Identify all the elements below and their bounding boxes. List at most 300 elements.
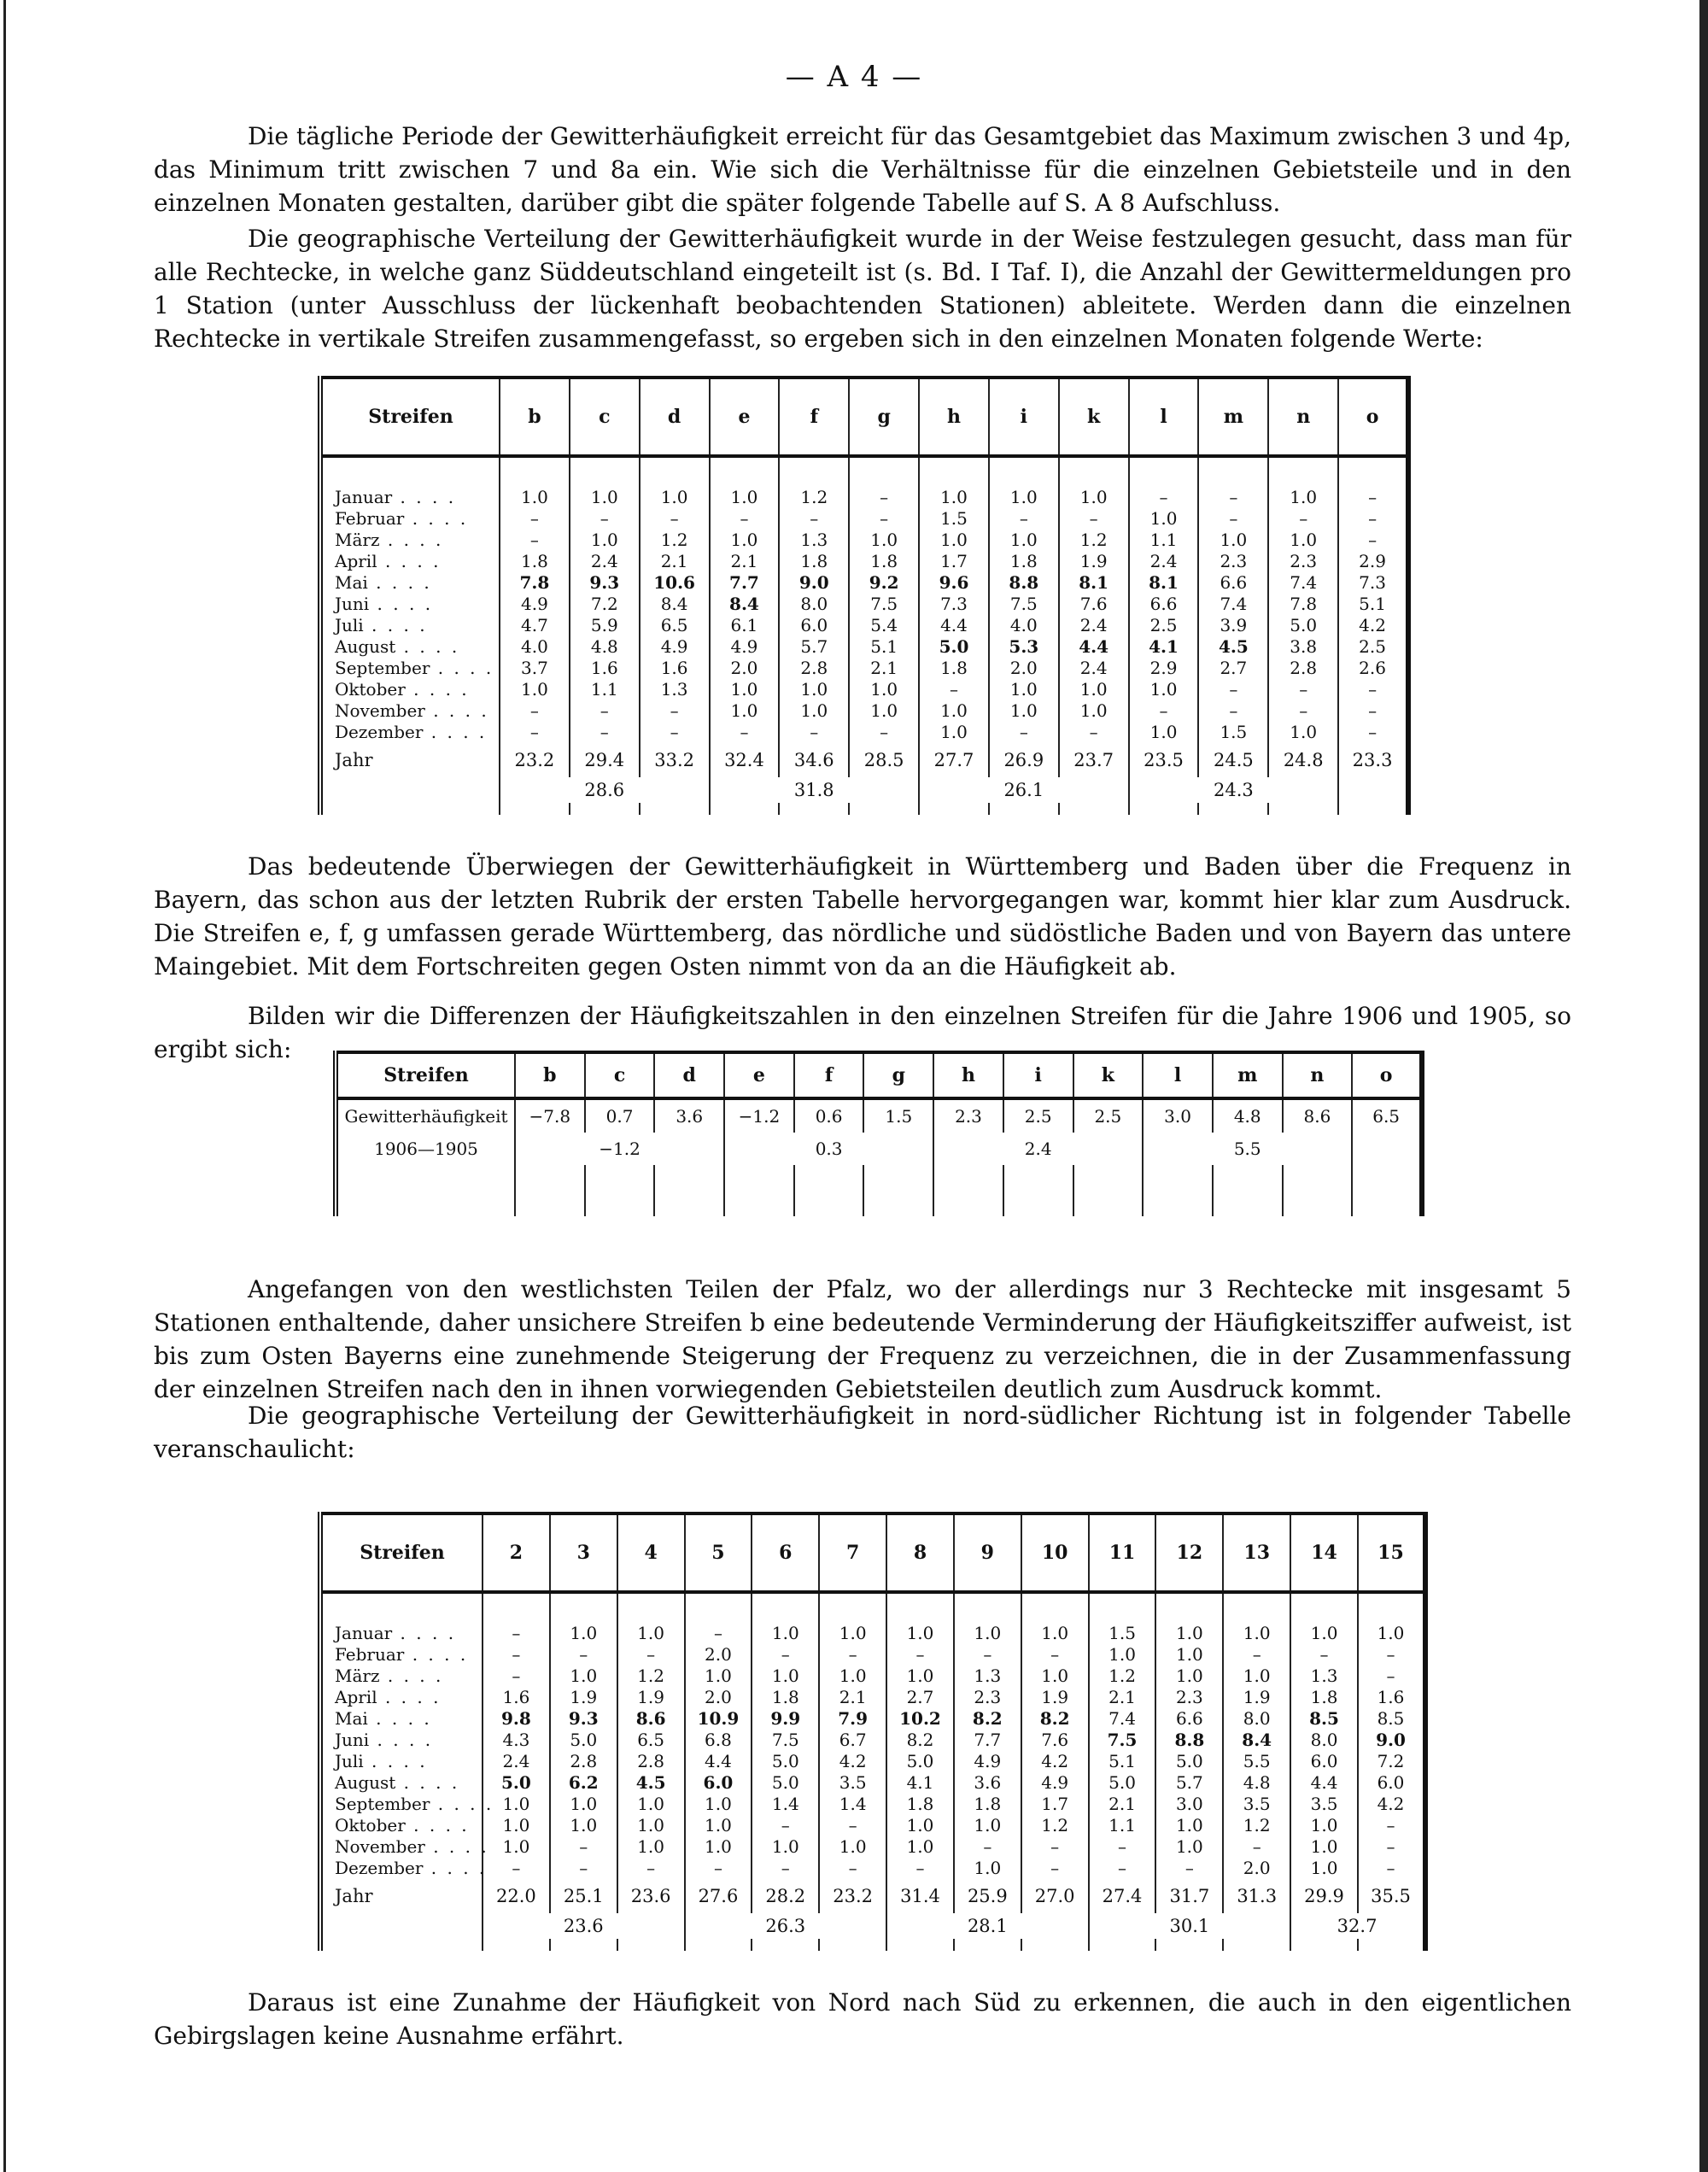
table2-tail-row bbox=[336, 1165, 1422, 1216]
table3-cell: 1.0 bbox=[752, 1836, 819, 1858]
table1-cell: – bbox=[1059, 722, 1129, 743]
table1-cell: 1.0 bbox=[1268, 487, 1338, 508]
table1-cell: 2.4 bbox=[1129, 551, 1199, 572]
table3-cell: – bbox=[1358, 1815, 1425, 1836]
table1-cell: 1.0 bbox=[500, 487, 570, 508]
table1-tail-cell bbox=[989, 803, 1059, 815]
table3-cell: 6.2 bbox=[550, 1772, 617, 1794]
table3-row-label bbox=[320, 1708, 483, 1730]
table3-cell: 9.0 bbox=[1358, 1730, 1425, 1751]
table1-row-label bbox=[320, 508, 500, 530]
table3-cell: 2.8 bbox=[617, 1751, 685, 1772]
table3-cell: 1.0 bbox=[483, 1815, 550, 1836]
table1-cell: 1.5 bbox=[919, 508, 989, 530]
leader-dots: . . . . bbox=[392, 487, 457, 507]
table3-cell: 1.0 bbox=[617, 1623, 685, 1644]
table3-cell: – bbox=[1223, 1836, 1290, 1858]
table3-cell: 8.2 bbox=[886, 1730, 954, 1751]
table3-tail-row bbox=[320, 1939, 1425, 1951]
table3-cell: – bbox=[483, 1666, 550, 1687]
table1-cell: – bbox=[1268, 700, 1338, 722]
table3-cell: 1.8 bbox=[752, 1687, 819, 1708]
table2-diff-value: 0.7 bbox=[585, 1098, 655, 1133]
table3-row-label bbox=[320, 1666, 483, 1687]
table3-cell: 7.6 bbox=[1021, 1730, 1089, 1751]
table1 bbox=[318, 376, 1411, 815]
table3-tail-cell bbox=[954, 1939, 1021, 1951]
table1-cell: 2.9 bbox=[1338, 551, 1408, 572]
table3-year-label: Jahr bbox=[320, 1879, 483, 1913]
table1-year-total: 32.4 bbox=[710, 743, 780, 777]
table1-month-label: Januar bbox=[335, 487, 393, 507]
table3-cell: 8.2 bbox=[1021, 1708, 1089, 1730]
table1-cell: – bbox=[849, 508, 919, 530]
table3-cell: 1.0 bbox=[954, 1815, 1021, 1836]
table1-cell: 7.8 bbox=[500, 572, 570, 594]
table2-tail-cell bbox=[585, 1165, 655, 1216]
table2-tail-cell bbox=[863, 1165, 933, 1216]
table3-cell: – bbox=[954, 1644, 1021, 1666]
table1-year-total: 28.5 bbox=[849, 743, 919, 777]
table1-cell: 1.0 bbox=[1059, 700, 1129, 722]
table-row bbox=[320, 1836, 1425, 1858]
leader-dots: . . . . bbox=[392, 1623, 457, 1643]
table1-year-total: 23.3 bbox=[1338, 743, 1408, 777]
table1-cell: – bbox=[989, 722, 1059, 743]
table3-cell: – bbox=[1155, 1858, 1223, 1879]
table1-cell: 1.5 bbox=[1198, 722, 1268, 743]
leader-dots: . . . . bbox=[423, 1858, 488, 1878]
table3-spacer-cell bbox=[1089, 1592, 1156, 1623]
table1-spacer-cell bbox=[989, 456, 1059, 487]
table3-month-label: August bbox=[335, 1772, 396, 1793]
table1-group-mean: 28.6 bbox=[500, 777, 710, 803]
table1-spacer-cell bbox=[1198, 456, 1268, 487]
table3-cell: 4.2 bbox=[819, 1751, 886, 1772]
table1-cell: 5.9 bbox=[570, 615, 640, 636]
table1-cell: 2.1 bbox=[640, 551, 710, 572]
table1-cell: 7.5 bbox=[849, 594, 919, 615]
table3-cell: 7.2 bbox=[1358, 1751, 1425, 1772]
leader-dots: . . . . bbox=[363, 615, 428, 635]
table3-cell: 6.0 bbox=[1290, 1751, 1358, 1772]
table3-cell: 1.5 bbox=[1089, 1623, 1156, 1644]
table3-row-label bbox=[320, 1751, 483, 1772]
table1-cell: 1.0 bbox=[640, 487, 710, 508]
table1-cell: 1.3 bbox=[779, 530, 849, 551]
table3-month-label: Juni bbox=[335, 1730, 370, 1750]
table-row bbox=[320, 551, 1408, 572]
table1-cell: 2.6 bbox=[1338, 658, 1408, 679]
table1-row-label bbox=[320, 615, 500, 636]
table1-cell: 1.0 bbox=[570, 530, 640, 551]
table3-row-label bbox=[320, 1687, 483, 1708]
table3-month-label: April bbox=[335, 1687, 377, 1707]
table1-cell: 2.8 bbox=[779, 658, 849, 679]
table3-tail-cell bbox=[550, 1939, 617, 1951]
table1-cell: – bbox=[500, 722, 570, 743]
table1-col-header-n: n bbox=[1268, 378, 1338, 456]
table3-cell: – bbox=[483, 1623, 550, 1644]
table1-cell: 2.4 bbox=[570, 551, 640, 572]
table3-group-mean: 23.6 bbox=[483, 1913, 685, 1939]
table3-cell: 2.0 bbox=[1223, 1858, 1290, 1879]
table-row bbox=[320, 487, 1408, 508]
table1-cell: 4.4 bbox=[919, 615, 989, 636]
table1-cell: – bbox=[640, 700, 710, 722]
table1-col-header-h: h bbox=[919, 378, 989, 456]
table2-group-mean: 0.3 bbox=[724, 1133, 933, 1165]
table3-cell: – bbox=[550, 1858, 617, 1879]
table3-cell: 1.0 bbox=[1155, 1815, 1223, 1836]
table-row bbox=[320, 722, 1408, 743]
table2-col-header-h: h bbox=[933, 1052, 1003, 1098]
table1-group-mean: 31.8 bbox=[710, 777, 920, 803]
table3-tail-cell bbox=[483, 1939, 550, 1951]
table2-col-header-l: l bbox=[1143, 1052, 1213, 1098]
table1-cell: 7.7 bbox=[710, 572, 780, 594]
table-row bbox=[320, 636, 1408, 658]
table1-cell: 1.8 bbox=[779, 551, 849, 572]
table1-tail-cell bbox=[1198, 803, 1268, 815]
table3-cell: 1.0 bbox=[886, 1666, 954, 1687]
table1-cell: 8.0 bbox=[779, 594, 849, 615]
table1-cell: 4.9 bbox=[640, 636, 710, 658]
table3-cell: 1.0 bbox=[819, 1623, 886, 1644]
table3-tail-cell bbox=[1290, 1939, 1358, 1951]
table3-cell: 1.1 bbox=[1089, 1815, 1156, 1836]
table3-tail-cell bbox=[617, 1939, 685, 1951]
table2-col-header-m: m bbox=[1213, 1052, 1283, 1098]
table3-year-total: 27.4 bbox=[1089, 1879, 1156, 1913]
table1-tail-cell bbox=[1338, 803, 1408, 815]
table3-tail-cell bbox=[685, 1939, 752, 1951]
table1-cell: – bbox=[1059, 508, 1129, 530]
table1-header-row bbox=[320, 378, 1408, 456]
table3-month-label: Dezember bbox=[335, 1858, 424, 1878]
table1-cell: 8.1 bbox=[1129, 572, 1199, 594]
table2-group-row bbox=[336, 1133, 1422, 1165]
table3-cell: 1.2 bbox=[1021, 1815, 1089, 1836]
table1-cell: 4.1 bbox=[1129, 636, 1199, 658]
table3-cell: 6.7 bbox=[819, 1730, 886, 1751]
table3-spacer-cell bbox=[1021, 1592, 1089, 1623]
table1-spacer-cell bbox=[320, 456, 500, 487]
table3-cell: – bbox=[685, 1623, 752, 1644]
table1-cell: – bbox=[1338, 679, 1408, 700]
table1-cell: – bbox=[779, 508, 849, 530]
table3-cell: – bbox=[550, 1644, 617, 1666]
table3-year-total: 25.1 bbox=[550, 1879, 617, 1913]
table1-cell: 1.9 bbox=[1059, 551, 1129, 572]
table3-cell: 1.0 bbox=[1290, 1815, 1358, 1836]
table3-year-total: 25.9 bbox=[954, 1879, 1021, 1913]
table3-cell: 8.5 bbox=[1290, 1708, 1358, 1730]
table3-cell: 7.4 bbox=[1089, 1708, 1156, 1730]
table3-cell: 4.3 bbox=[483, 1730, 550, 1751]
table1-cell: 1.0 bbox=[570, 487, 640, 508]
table1-month-label: November bbox=[335, 700, 425, 721]
table1-tail-cell bbox=[1129, 803, 1199, 815]
table1-cell: 5.4 bbox=[849, 615, 919, 636]
leader-dots: . . . . bbox=[377, 551, 442, 571]
table1-cell: 1.0 bbox=[919, 530, 989, 551]
table1-cell: – bbox=[1198, 700, 1268, 722]
table-monthly-by-north-south-strips bbox=[318, 1512, 1428, 1951]
table-row bbox=[320, 615, 1408, 636]
table3-group-row bbox=[320, 1913, 1425, 1939]
table1-cell: 7.4 bbox=[1268, 572, 1338, 594]
table3-year-total: 31.3 bbox=[1223, 1879, 1290, 1913]
paragraph-conclusion: Daraus ist eine Zunahme der Häufigkeit von Nord nach Süd zu erkennen, die auch in den eigentlichen Gebirgslagen keine Ausnahme erfährt. bbox=[154, 1988, 1571, 2050]
table1-cell: 6.6 bbox=[1198, 572, 1268, 594]
table3-spacer-row bbox=[320, 1592, 1425, 1623]
table1-cell: – bbox=[1338, 487, 1408, 508]
table3-year-total: 23.2 bbox=[819, 1879, 886, 1913]
leader-dots: . . . . bbox=[424, 1836, 489, 1857]
table1-cell: – bbox=[640, 722, 710, 743]
table3-cell: – bbox=[617, 1644, 685, 1666]
table1-cell: 4.9 bbox=[710, 636, 780, 658]
table1-year-total: 23.7 bbox=[1059, 743, 1129, 777]
table1-spacer-cell bbox=[570, 456, 640, 487]
table3-row-label bbox=[320, 1794, 494, 1815]
table1-group-mean: 26.1 bbox=[919, 777, 1129, 803]
table3-col-header-12: 12 bbox=[1155, 1513, 1223, 1592]
table1-cell: – bbox=[989, 508, 1059, 530]
table3-cell: 1.8 bbox=[886, 1794, 954, 1815]
table1-cell: 1.0 bbox=[849, 700, 919, 722]
table3-cell: 2.1 bbox=[819, 1687, 886, 1708]
table3-cell: 2.1 bbox=[1089, 1687, 1156, 1708]
table1-cell: 4.9 bbox=[500, 594, 570, 615]
table3-col-header-10: 10 bbox=[1021, 1513, 1089, 1592]
table3-spacer-cell bbox=[1290, 1592, 1358, 1623]
table3-year-total: 27.6 bbox=[685, 1879, 752, 1913]
table3-cell: 3.0 bbox=[1155, 1794, 1223, 1815]
table2-col-header-o: o bbox=[1352, 1052, 1422, 1098]
table3-cell: 10.2 bbox=[886, 1708, 954, 1730]
leader-dots: . . . . bbox=[379, 530, 444, 550]
table-row bbox=[320, 700, 1408, 722]
table1-row-label bbox=[320, 572, 500, 594]
table1-cell: 1.0 bbox=[779, 679, 849, 700]
table2-col-header-e: e bbox=[724, 1052, 794, 1098]
table3-tail-cell bbox=[886, 1939, 954, 1951]
table1-cell: 6.6 bbox=[1129, 594, 1199, 615]
table3-cell: 1.0 bbox=[1089, 1644, 1156, 1666]
table1-year-total: 24.5 bbox=[1198, 743, 1268, 777]
table3-cell: 5.0 bbox=[1155, 1751, 1223, 1772]
table1-cell: 1.0 bbox=[779, 700, 849, 722]
table3-spacer-cell bbox=[550, 1592, 617, 1623]
table1-row-label bbox=[320, 594, 500, 615]
table3-cell: – bbox=[819, 1644, 886, 1666]
table2-diff-value: 2.3 bbox=[933, 1098, 1003, 1133]
table1-col-header-d: d bbox=[640, 378, 710, 456]
table1-cell: 1.0 bbox=[919, 722, 989, 743]
table1-spacer-cell bbox=[1268, 456, 1338, 487]
table3-cell: 3.5 bbox=[1223, 1794, 1290, 1815]
table2-diff-value: −7.8 bbox=[515, 1098, 585, 1133]
paragraph-wuerttemberg-baden: Das bedeutende Überwiegen der Gewitterhäufigkeit in Württemberg und Baden über die Frequenz in Bayern, das schon aus der letzten Rubrik der ersten Tabelle hervorgegangen war, kommt hier klar zum Ausdruck. Die Streifen e, f, g umfassen gerade Württemberg, das nördliche und südöstliche Baden und von Bayern das untere Maingebiet. Mit dem Fortschreiten gegen Osten nimmt von da an die Häufigkeit ab. bbox=[154, 852, 1571, 981]
table1-col-header-i: i bbox=[989, 378, 1059, 456]
table1-tail-row bbox=[320, 803, 1408, 815]
table-row bbox=[320, 1858, 1425, 1879]
table1-cell: 9.0 bbox=[779, 572, 849, 594]
table3-cell: – bbox=[752, 1815, 819, 1836]
table3-header-label: Streifen bbox=[320, 1513, 483, 1592]
table3-cell: – bbox=[886, 1644, 954, 1666]
table1-col-header-c: c bbox=[570, 378, 640, 456]
table3-cell: – bbox=[954, 1836, 1021, 1858]
table1-cell: 1.6 bbox=[570, 658, 640, 679]
table1-cell: 2.4 bbox=[1059, 658, 1129, 679]
table1-tail-cell bbox=[500, 803, 570, 815]
table2-tail-cell bbox=[1073, 1165, 1144, 1216]
table-row bbox=[320, 1730, 1425, 1751]
table3-spacer-cell bbox=[752, 1592, 819, 1623]
page-number-header: — A 4 — bbox=[785, 60, 923, 94]
table-differences-1906-1905 bbox=[333, 1051, 1424, 1216]
table-row bbox=[320, 679, 1408, 700]
table3-spacer-cell bbox=[685, 1592, 752, 1623]
table3-col-header-7: 7 bbox=[819, 1513, 886, 1592]
table3-row-label bbox=[320, 1815, 483, 1836]
leader-dots: . . . . bbox=[379, 1666, 444, 1686]
table1-cell: 4.5 bbox=[1198, 636, 1268, 658]
table2-diff-value: 0.6 bbox=[794, 1098, 864, 1133]
table2-value-row bbox=[336, 1098, 1422, 1133]
table3-col-header-3: 3 bbox=[550, 1513, 617, 1592]
table1-cell: 4.0 bbox=[989, 615, 1059, 636]
table3-month-label: März bbox=[335, 1666, 380, 1686]
table3-cell: 1.0 bbox=[550, 1623, 617, 1644]
table3-cell: 7.5 bbox=[752, 1730, 819, 1751]
table1-month-label: Februar bbox=[335, 508, 405, 529]
table2-diff-value: 2.5 bbox=[1003, 1098, 1073, 1133]
table3-group-mean: 28.1 bbox=[886, 1913, 1089, 1939]
table-row bbox=[320, 530, 1408, 551]
table3-cell: 1.0 bbox=[1021, 1623, 1089, 1644]
table1-cell: – bbox=[640, 508, 710, 530]
table1-spacer-cell bbox=[1059, 456, 1129, 487]
table1-cell: 1.2 bbox=[1059, 530, 1129, 551]
table3-cell: 4.9 bbox=[1021, 1772, 1089, 1794]
table1-cell: – bbox=[1268, 508, 1338, 530]
table3-cell: 1.0 bbox=[685, 1666, 752, 1687]
table1-cell: 7.4 bbox=[1198, 594, 1268, 615]
table3-cell: 1.0 bbox=[752, 1623, 819, 1644]
table3-cell: 1.0 bbox=[1223, 1666, 1290, 1687]
table3-cell: 10.9 bbox=[685, 1708, 752, 1730]
leader-dots: . . . . bbox=[395, 1772, 460, 1793]
table3-cell: 8.4 bbox=[1223, 1730, 1290, 1751]
table3-cell: – bbox=[1358, 1644, 1425, 1666]
table1-month-label: Juni bbox=[335, 594, 370, 614]
table1-cell: 6.0 bbox=[779, 615, 849, 636]
table1-cell: – bbox=[570, 508, 640, 530]
table1-row-label bbox=[320, 722, 500, 743]
table3-cell: – bbox=[483, 1644, 550, 1666]
table2-tail-cell bbox=[1352, 1165, 1422, 1216]
table1-cell: 1.0 bbox=[1129, 722, 1199, 743]
leader-dots: . . . . bbox=[405, 679, 470, 700]
table3-cell: 1.0 bbox=[819, 1836, 886, 1858]
table3-cell: 2.1 bbox=[1089, 1794, 1156, 1815]
table2-col-header-f: f bbox=[794, 1052, 864, 1098]
table1-year-total: 24.8 bbox=[1268, 743, 1338, 777]
table3-cell: 1.0 bbox=[886, 1836, 954, 1858]
table1-cell: 7.2 bbox=[570, 594, 640, 615]
table1-cell: 7.8 bbox=[1268, 594, 1338, 615]
table3-cell: 8.5 bbox=[1358, 1708, 1425, 1730]
table1-cell: 1.6 bbox=[640, 658, 710, 679]
table1-cell: 1.0 bbox=[1268, 722, 1338, 743]
table1-tail-cell bbox=[1059, 803, 1129, 815]
table1-cell: 9.6 bbox=[919, 572, 989, 594]
leader-dots: . . . . bbox=[404, 1644, 469, 1665]
table-row bbox=[320, 1772, 1425, 1794]
table1-year-total: 34.6 bbox=[779, 743, 849, 777]
table1-month-label: Dezember bbox=[335, 722, 424, 742]
table1-cell: – bbox=[570, 700, 640, 722]
leader-dots: . . . . bbox=[367, 572, 432, 593]
leader-dots: . . . . bbox=[367, 1708, 432, 1729]
table1-tail-cell bbox=[849, 803, 919, 815]
table3-cell: 1.0 bbox=[886, 1623, 954, 1644]
table2-col-header-d: d bbox=[654, 1052, 724, 1098]
table1-cell: 4.2 bbox=[1338, 615, 1408, 636]
table3-cell: 8.6 bbox=[617, 1708, 685, 1730]
table3-month-label: Mai bbox=[335, 1708, 368, 1729]
table1-cell: 8.1 bbox=[1059, 572, 1129, 594]
table1-cell: – bbox=[1338, 700, 1408, 722]
table1-tail-cell bbox=[779, 803, 849, 815]
table-row bbox=[320, 1751, 1425, 1772]
table3-cell: 5.0 bbox=[550, 1730, 617, 1751]
table1-cell: – bbox=[1338, 722, 1408, 743]
table3-tail-cell bbox=[1358, 1939, 1425, 1951]
table1-row-label bbox=[320, 487, 500, 508]
table1-year-total: 23.2 bbox=[500, 743, 570, 777]
table1-group-label-cell bbox=[320, 777, 500, 803]
table3-year-row bbox=[320, 1879, 1425, 1913]
table3-row-label bbox=[320, 1623, 483, 1644]
table3-year-total: 31.4 bbox=[886, 1879, 954, 1913]
table2-col-header-b: b bbox=[515, 1052, 585, 1098]
leader-dots: . . . . bbox=[369, 1730, 434, 1750]
table1-row-label bbox=[320, 636, 500, 658]
table-row bbox=[320, 1815, 1425, 1836]
table3-cell: 5.0 bbox=[1089, 1772, 1156, 1794]
table3-cell: 4.5 bbox=[617, 1772, 685, 1794]
table1-cell: 1.3 bbox=[640, 679, 710, 700]
table3-cell: 7.9 bbox=[819, 1708, 886, 1730]
table2-tail-cell bbox=[336, 1165, 515, 1216]
paragraph-geographic-distribution: Die geographische Verteilung der Gewitterhäufigkeit wurde in der Weise festzulegen gesucht, dass man für alle Rechtecke, in welche ganz Süddeutschland eingeteilt ist (s. Bd. I Taf. I), die Anzahl der Gewittermeldungen pro 1 Station (unter Ausschluss der lückenhaft beobachtenden Stationen) ableitete. Werden dann die einzelnen Rechtecke in vertikale Streifen zusammengefasst, so ergeben sich in den einzelnen Monaten folgende Werte: bbox=[154, 225, 1571, 353]
table3-cell: 1.0 bbox=[1021, 1666, 1089, 1687]
table1-cell: 9.2 bbox=[849, 572, 919, 594]
table2-header-row bbox=[336, 1052, 1422, 1098]
table2-tail-cell bbox=[1143, 1165, 1213, 1216]
table3-tail-cell bbox=[1089, 1939, 1156, 1951]
table3-spacer-cell bbox=[1155, 1592, 1223, 1623]
table3-cell: 3.6 bbox=[954, 1772, 1021, 1794]
paragraph-daily-period: Die tägliche Periode der Gewitterhäufigkeit erreicht für das Gesamtgebiet das Maximum zwischen 3 und 4p, das Minimum tritt zwischen 7 und 8a ein. Wie sich die Verhältnisse für die einzelnen Gebietsteile und in den einzelnen Monaten gestalten, darüber gibt die später folgende Tabelle auf S. A 8 Aufschluss. bbox=[154, 122, 1571, 217]
table3-cell: 5.7 bbox=[1155, 1772, 1223, 1794]
table3-cell: 6.8 bbox=[685, 1730, 752, 1751]
